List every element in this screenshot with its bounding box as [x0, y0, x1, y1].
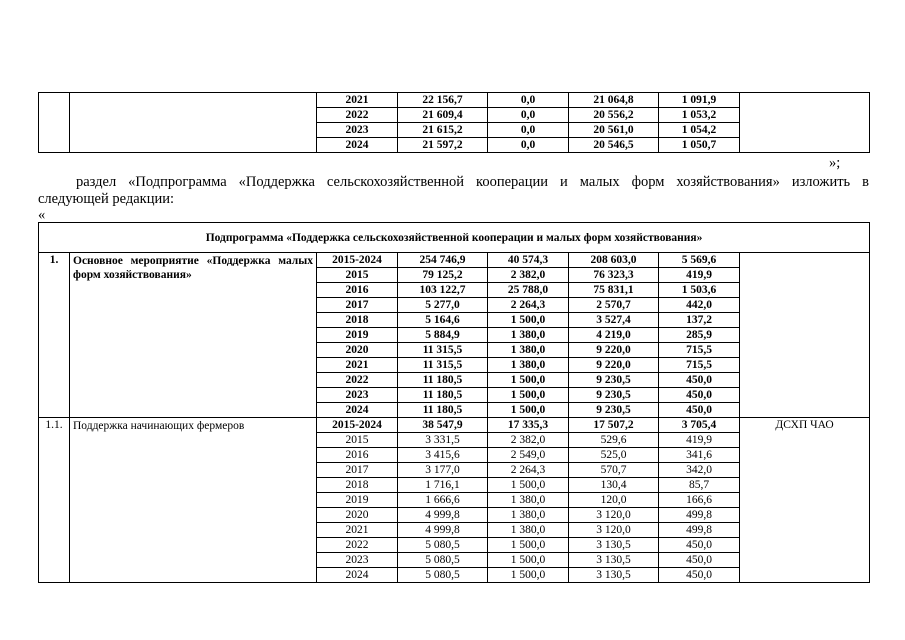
regional-budget-cell: 20 546,5: [569, 138, 659, 153]
regional-budget-cell: 75 831,1: [569, 283, 659, 298]
total-cell: 4 999,8: [398, 508, 488, 523]
regional-budget-cell: 20 556,2: [569, 108, 659, 123]
amendment-paragraph-line1: раздел «Подпрограмма «Поддержка сельскохозяйственной кооперации и малых форм хозяйствования» изложить в: [76, 174, 869, 190]
federal-budget-cell: 1 380,0: [488, 358, 569, 373]
total-cell: 79 125,2: [398, 268, 488, 283]
year-cell: 2024: [317, 403, 398, 418]
federal-budget-cell: 0,0: [488, 93, 569, 108]
continued-table: [38, 92, 870, 153]
total-cell: 11 180,5: [398, 388, 488, 403]
subprogram-table: [38, 222, 870, 583]
local-budget-cell: 285,9: [659, 328, 740, 343]
local-budget-cell: 166,6: [659, 493, 740, 508]
federal-budget-cell: 1 500,0: [488, 388, 569, 403]
total-cell: 22 156,7: [398, 93, 488, 108]
local-budget-cell: 1 091,9: [659, 93, 740, 108]
federal-budget-cell: 1 500,0: [488, 538, 569, 553]
total-cell: 103 122,7: [398, 283, 488, 298]
regional-budget-cell: 17 507,2: [569, 418, 659, 433]
regional-budget-cell: 9 230,5: [569, 388, 659, 403]
year-cell: 2019: [317, 493, 398, 508]
federal-budget-cell: 2 549,0: [488, 448, 569, 463]
federal-budget-cell: 40 574,3: [488, 253, 569, 268]
closing-quote: »;: [829, 155, 841, 171]
year-cell: 2019: [317, 328, 398, 343]
federal-budget-cell: 1 500,0: [488, 313, 569, 328]
total-cell: 1 716,1: [398, 478, 488, 493]
total-cell: 4 999,8: [398, 523, 488, 538]
federal-budget-cell: 2 382,0: [488, 433, 569, 448]
table-row: [39, 93, 870, 108]
year-cell: 2022: [317, 108, 398, 123]
number-cell: [39, 93, 70, 153]
federal-budget-cell: 1 380,0: [488, 328, 569, 343]
year-cell: 2015-2024: [317, 253, 398, 268]
total-cell: 38 547,9: [398, 418, 488, 433]
year-cell: 2020: [317, 508, 398, 523]
year-cell: 2022: [317, 373, 398, 388]
year-cell: 2023: [317, 388, 398, 403]
subprogram-title: Подпрограмма «Поддержка сельскохозяйственной кооперации и малых форм хозяйствования»: [39, 223, 870, 253]
total-cell: 254 746,9: [398, 253, 488, 268]
federal-budget-cell: 0,0: [488, 108, 569, 123]
local-budget-cell: 450,0: [659, 538, 740, 553]
local-budget-cell: 715,5: [659, 343, 740, 358]
opening-quote: «: [38, 207, 46, 223]
regional-budget-cell: 120,0: [569, 493, 659, 508]
local-budget-cell: 715,5: [659, 358, 740, 373]
item-number: 1.1.: [39, 418, 70, 583]
regional-budget-cell: 9 230,5: [569, 373, 659, 388]
federal-budget-cell: 1 500,0: [488, 553, 569, 568]
total-cell: 3 177,0: [398, 463, 488, 478]
subprogram-header-row: [39, 223, 870, 253]
regional-budget-cell: 208 603,0: [569, 253, 659, 268]
local-budget-cell: 1 050,7: [659, 138, 740, 153]
year-cell: 2017: [317, 463, 398, 478]
regional-budget-cell: 2 570,7: [569, 298, 659, 313]
local-budget-cell: 450,0: [659, 373, 740, 388]
federal-budget-cell: 2 382,0: [488, 268, 569, 283]
year-cell: 2015: [317, 433, 398, 448]
total-cell: 5 277,0: [398, 298, 488, 313]
year-cell: 2023: [317, 123, 398, 138]
regional-budget-cell: 3 120,0: [569, 523, 659, 538]
regional-budget-cell: 21 064,8: [569, 93, 659, 108]
year-cell: 2016: [317, 448, 398, 463]
local-budget-cell: 450,0: [659, 403, 740, 418]
total-cell: 5 080,5: [398, 553, 488, 568]
regional-budget-cell: 3 130,5: [569, 538, 659, 553]
subprogram-table-body: [39, 223, 870, 583]
total-cell: 11 315,5: [398, 358, 488, 373]
total-cell: 5 080,5: [398, 568, 488, 583]
year-cell: 2022: [317, 538, 398, 553]
regional-budget-cell: 529,6: [569, 433, 659, 448]
federal-budget-cell: 1 500,0: [488, 403, 569, 418]
local-budget-cell: 1 503,6: [659, 283, 740, 298]
federal-budget-cell: 1 500,0: [488, 373, 569, 388]
regional-budget-cell: 570,7: [569, 463, 659, 478]
federal-budget-cell: 0,0: [488, 123, 569, 138]
executor-cell: [740, 253, 870, 418]
year-cell: 2015-2024: [317, 418, 398, 433]
executor-cell: [740, 93, 870, 153]
federal-budget-cell: 2 264,3: [488, 298, 569, 313]
year-cell: 2018: [317, 478, 398, 493]
table-row: [39, 418, 870, 433]
total-cell: 1 666,6: [398, 493, 488, 508]
local-budget-cell: 85,7: [659, 478, 740, 493]
total-cell: 11 180,5: [398, 403, 488, 418]
year-cell: 2020: [317, 343, 398, 358]
regional-budget-cell: 3 120,0: [569, 508, 659, 523]
federal-budget-cell: 1 380,0: [488, 508, 569, 523]
total-cell: 21 609,4: [398, 108, 488, 123]
federal-budget-cell: 1 380,0: [488, 343, 569, 358]
federal-budget-cell: 1 500,0: [488, 478, 569, 493]
year-cell: 2021: [317, 523, 398, 538]
total-cell: 21 615,2: [398, 123, 488, 138]
local-budget-cell: 499,8: [659, 508, 740, 523]
local-budget-cell: 450,0: [659, 568, 740, 583]
local-budget-cell: 1 053,2: [659, 108, 740, 123]
item-number: 1.: [39, 253, 70, 418]
local-budget-cell: 137,2: [659, 313, 740, 328]
year-cell: 2021: [317, 358, 398, 373]
regional-budget-cell: 20 561,0: [569, 123, 659, 138]
table-row: [39, 253, 870, 268]
year-cell: 2015: [317, 268, 398, 283]
executor-cell: ДСХП ЧАО: [740, 418, 870, 583]
total-cell: 5 884,9: [398, 328, 488, 343]
federal-budget-cell: 1 380,0: [488, 493, 569, 508]
federal-budget-cell: 1 500,0: [488, 568, 569, 583]
regional-budget-cell: 4 219,0: [569, 328, 659, 343]
federal-budget-cell: 17 335,3: [488, 418, 569, 433]
local-budget-cell: 419,9: [659, 268, 740, 283]
regional-budget-cell: 9 230,5: [569, 403, 659, 418]
regional-budget-cell: 3 130,5: [569, 553, 659, 568]
total-cell: 3 331,5: [398, 433, 488, 448]
total-cell: 11 180,5: [398, 373, 488, 388]
federal-budget-cell: 2 264,3: [488, 463, 569, 478]
local-budget-cell: 442,0: [659, 298, 740, 313]
regional-budget-cell: 3 130,5: [569, 568, 659, 583]
total-cell: 5 080,5: [398, 538, 488, 553]
continued-table-body: [39, 93, 870, 153]
total-cell: 5 164,6: [398, 313, 488, 328]
year-cell: 2021: [317, 93, 398, 108]
total-cell: 21 597,2: [398, 138, 488, 153]
federal-budget-cell: 0,0: [488, 138, 569, 153]
year-cell: 2018: [317, 313, 398, 328]
local-budget-cell: 5 569,6: [659, 253, 740, 268]
year-cell: 2023: [317, 553, 398, 568]
regional-budget-cell: 76 323,3: [569, 268, 659, 283]
regional-budget-cell: 3 527,4: [569, 313, 659, 328]
regional-budget-cell: 9 220,0: [569, 343, 659, 358]
total-cell: 3 415,6: [398, 448, 488, 463]
name-cell: [70, 93, 317, 153]
local-budget-cell: 1 054,2: [659, 123, 740, 138]
amendment-paragraph-line2: следующей редакции:: [38, 191, 175, 207]
item-name: Основное мероприятие «Поддержка малых форм хозяйствования»: [70, 253, 317, 418]
year-cell: 2024: [317, 138, 398, 153]
local-budget-cell: 342,0: [659, 463, 740, 478]
local-budget-cell: 450,0: [659, 553, 740, 568]
local-budget-cell: 419,9: [659, 433, 740, 448]
item-name: Поддержка начинающих фермеров: [70, 418, 317, 583]
federal-budget-cell: 1 380,0: [488, 523, 569, 538]
regional-budget-cell: 525,0: [569, 448, 659, 463]
local-budget-cell: 3 705,4: [659, 418, 740, 433]
year-cell: 2017: [317, 298, 398, 313]
year-cell: 2024: [317, 568, 398, 583]
regional-budget-cell: 9 220,0: [569, 358, 659, 373]
regional-budget-cell: 130,4: [569, 478, 659, 493]
year-cell: 2016: [317, 283, 398, 298]
total-cell: 11 315,5: [398, 343, 488, 358]
local-budget-cell: 341,6: [659, 448, 740, 463]
local-budget-cell: 499,8: [659, 523, 740, 538]
local-budget-cell: 450,0: [659, 388, 740, 403]
federal-budget-cell: 25 788,0: [488, 283, 569, 298]
